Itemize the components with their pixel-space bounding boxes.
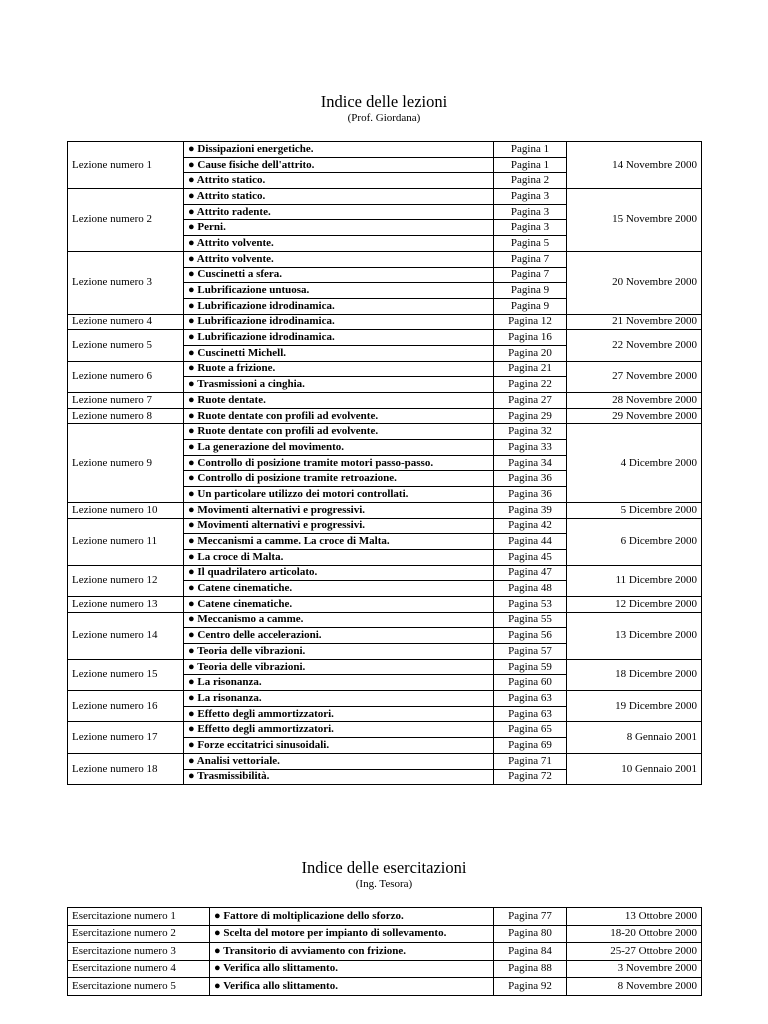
lezione-row — [68, 565, 702, 581]
bullet-icon: ● — [188, 472, 198, 485]
bullet-icon: ● — [188, 597, 198, 610]
argomento-text: Analisi vettoriale. — [196, 754, 280, 767]
argomento-text: Lubrificazione idrodinamica. — [197, 331, 335, 344]
pagina-cell: Pagina 20 — [494, 345, 567, 361]
lezione-row — [68, 596, 702, 612]
argomento-cell — [184, 691, 494, 707]
argomento-text: Controllo di posizione tramite retroazione. — [197, 472, 397, 485]
bullet-icon: ● — [188, 425, 198, 438]
argomento-text: Controllo di posizione tramite motori passo-passo. — [197, 456, 434, 469]
argomento-text: Dissipazioni energetiche. — [197, 142, 314, 155]
lezione-label: Lezione numero 2 — [68, 189, 184, 252]
pagina-cell: Pagina 3 — [494, 204, 567, 220]
lezione-row — [68, 393, 702, 409]
pagina-cell: Pagina 71 — [494, 753, 567, 769]
pagina-cell: Pagina 84 — [494, 943, 567, 961]
esercitazione-row — [68, 908, 702, 926]
lezione-row — [68, 722, 702, 738]
argomento-cell — [184, 596, 494, 612]
esercitazione-label: Esercitazione numero 3 — [68, 943, 210, 961]
argomento-text: Attrito volvente. — [196, 252, 274, 265]
pagina-cell: Pagina 16 — [494, 330, 567, 346]
bullet-icon: ● — [188, 378, 198, 391]
lezione-row — [68, 314, 702, 330]
argomento-text: Forze eccitatrici sinusoidali. — [197, 738, 330, 751]
argomento-cell — [184, 738, 494, 754]
argomento-cell — [184, 706, 494, 722]
lezione-label: Lezione numero 1 — [68, 142, 184, 189]
lezione-label: Lezione numero 17 — [68, 722, 184, 753]
bullet-icon: ● — [188, 362, 198, 375]
argomento-text: Verifica allo slittamento. — [223, 962, 338, 975]
pagina-cell: Pagina 69 — [494, 738, 567, 754]
bullet-icon: ● — [188, 299, 198, 312]
lezione-row — [68, 518, 702, 534]
argomento-cell — [184, 393, 494, 409]
pagina-cell: Pagina 63 — [494, 706, 567, 722]
data-cell: 12 Dicembre 2000 — [567, 596, 702, 612]
pagina-cell: Pagina 32 — [494, 424, 567, 440]
bullet-icon: ● — [188, 331, 198, 344]
argomento-cell — [184, 581, 494, 597]
argomento-text: Fattore di moltiplicazione dello sforzo. — [223, 909, 404, 922]
bullet-icon: ● — [188, 660, 198, 673]
argomento-text: Attrito radente. — [196, 205, 271, 218]
argomento-text: Movimenti alternativi e progressivi. — [197, 519, 366, 532]
pagina-cell: Pagina 7 — [494, 251, 567, 267]
argomento-text: Teoria delle vibrazioni. — [197, 644, 306, 657]
bullet-icon: ● — [214, 944, 224, 957]
argomento-text: Ruote dentate. — [197, 393, 266, 406]
argomento-cell — [184, 455, 494, 471]
bullet-icon: ● — [188, 691, 198, 704]
argomento-text: Lubrificazione idrodinamica. — [197, 299, 335, 312]
pagina-cell: Pagina 36 — [494, 471, 567, 487]
lezione-label: Lezione numero 9 — [68, 424, 184, 502]
bullet-icon: ● — [188, 315, 198, 328]
pagina-cell: Pagina 92 — [494, 978, 567, 996]
bullet-icon: ● — [188, 205, 197, 218]
data-cell: 19 Dicembre 2000 — [567, 691, 702, 722]
bullet-icon: ● — [188, 142, 198, 155]
data-cell: 18-20 Ottobre 2000 — [567, 925, 702, 943]
data-cell: 21 Novembre 2000 — [567, 314, 702, 330]
esercitazione-row — [68, 960, 702, 978]
argomento-text: Cuscinetti Michell. — [197, 346, 287, 359]
argomento-text: Teoria delle vibrazioni. — [197, 660, 306, 673]
argomento-text: Meccanismi a camme. La croce di Malta. — [197, 535, 390, 548]
data-cell: 15 Novembre 2000 — [567, 189, 702, 252]
data-cell: 20 Novembre 2000 — [567, 251, 702, 314]
argomento-text: Transitorio di avviamento con frizione. — [223, 944, 407, 957]
bullet-icon: ● — [188, 236, 197, 249]
argomento-cell — [184, 440, 494, 456]
argomento-cell — [184, 722, 494, 738]
data-cell: 10 Gennaio 2001 — [567, 753, 702, 784]
bullet-icon: ● — [188, 189, 197, 202]
argomento-cell — [184, 189, 494, 205]
data-cell: 3 Novembre 2000 — [567, 960, 702, 978]
argomento-cell — [184, 157, 494, 173]
lezione-row — [68, 502, 702, 518]
pagina-cell: Pagina 45 — [494, 549, 567, 565]
pagina-cell: Pagina 3 — [494, 220, 567, 236]
lezioni-subtitle: (Prof. Giordana) — [347, 112, 421, 124]
pagina-cell: Pagina 3 — [494, 189, 567, 205]
data-cell: 8 Gennaio 2001 — [567, 722, 702, 753]
argomento-text: Meccanismo a camme. — [197, 613, 304, 626]
esercitazione-label: Esercitazione numero 2 — [68, 925, 210, 943]
pagina-cell: Pagina 33 — [494, 440, 567, 456]
argomento-cell — [184, 424, 494, 440]
lezione-row — [68, 189, 702, 205]
argomento-cell — [184, 204, 494, 220]
argomento-cell — [184, 220, 494, 236]
pagina-cell: Pagina 57 — [494, 644, 567, 660]
argomento-cell — [184, 361, 494, 377]
pagina-cell: Pagina 48 — [494, 581, 567, 597]
argomento-text: La croce di Malta. — [197, 550, 284, 563]
argomento-cell — [210, 925, 494, 943]
data-cell: 18 Dicembre 2000 — [567, 659, 702, 690]
argomento-text: La generazione del movimento. — [197, 440, 345, 453]
bullet-icon: ● — [188, 754, 197, 767]
pagina-cell: Pagina 55 — [494, 612, 567, 628]
pagina-cell: Pagina 27 — [494, 393, 567, 409]
pagina-cell: Pagina 77 — [494, 908, 567, 926]
bullet-icon: ● — [214, 927, 224, 940]
bullet-icon: ● — [188, 644, 198, 657]
argomento-text: Un particolare utilizzo dei motori controllati. — [197, 487, 409, 500]
argomento-cell — [210, 908, 494, 926]
argomento-text: Ruote dentate con profili ad evolvente. — [197, 409, 379, 422]
argomento-cell — [210, 960, 494, 978]
lezione-row — [68, 361, 702, 377]
data-cell: 4 Dicembre 2000 — [567, 424, 702, 502]
lezioni-title: Indice delle lezioni — [320, 92, 448, 111]
argomento-text: Perni. — [197, 221, 226, 234]
bullet-icon: ● — [188, 393, 198, 406]
esercitazioni-title: Indice delle esercitazioni — [301, 858, 467, 877]
argomento-cell — [184, 173, 494, 189]
pagina-cell: Pagina 1 — [494, 157, 567, 173]
argomento-cell — [184, 298, 494, 314]
data-cell: 27 Novembre 2000 — [567, 361, 702, 392]
pagina-cell: Pagina 29 — [494, 408, 567, 424]
bullet-icon: ● — [214, 962, 224, 975]
argomento-cell — [184, 518, 494, 534]
argomento-cell — [210, 978, 494, 996]
pagina-cell: Pagina 9 — [494, 283, 567, 299]
lezione-row — [68, 659, 702, 675]
argomento-cell — [184, 408, 494, 424]
argomento-text: La risonanza. — [197, 691, 262, 704]
pagina-cell: Pagina 80 — [494, 925, 567, 943]
argomento-cell — [184, 549, 494, 565]
data-cell: 8 Novembre 2000 — [567, 978, 702, 996]
data-cell: 28 Novembre 2000 — [567, 393, 702, 409]
pagina-cell: Pagina 12 — [494, 314, 567, 330]
lezione-row — [68, 753, 702, 769]
bullet-icon: ● — [214, 909, 224, 922]
bullet-icon: ● — [188, 268, 198, 281]
argomento-cell — [184, 612, 494, 628]
lezione-label: Lezione numero 3 — [68, 251, 184, 314]
pagina-cell: Pagina 36 — [494, 487, 567, 503]
lezione-label: Lezione numero 13 — [68, 596, 184, 612]
pagina-cell: Pagina 63 — [494, 691, 567, 707]
bullet-icon: ● — [188, 284, 198, 297]
argomento-cell — [184, 471, 494, 487]
argomento-text: Trasmissioni a cinghia. — [197, 378, 305, 391]
bullet-icon: ● — [188, 221, 198, 234]
pagina-cell: Pagina 2 — [494, 173, 567, 189]
argomento-cell — [184, 659, 494, 675]
pagina-cell: Pagina 39 — [494, 502, 567, 518]
lezione-label: Lezione numero 7 — [68, 393, 184, 409]
argomento-cell — [184, 267, 494, 283]
bullet-icon: ● — [188, 503, 198, 516]
argomento-cell — [184, 675, 494, 691]
argomento-cell — [184, 345, 494, 361]
bullet-icon: ● — [188, 174, 197, 187]
pagina-cell: Pagina 1 — [494, 142, 567, 158]
argomento-cell — [184, 565, 494, 581]
argomento-text: Catene cinematiche. — [197, 597, 293, 610]
pagina-cell: Pagina 72 — [494, 769, 567, 785]
argomento-cell — [184, 628, 494, 644]
pagina-cell: Pagina 44 — [494, 534, 567, 550]
bullet-icon: ● — [188, 613, 198, 626]
bullet-icon: ● — [188, 566, 198, 579]
argomento-cell — [210, 943, 494, 961]
argomento-text: Effetto degli ammortizzatori. — [197, 723, 334, 736]
bullet-icon: ● — [188, 738, 198, 751]
pagina-cell: Pagina 42 — [494, 518, 567, 534]
lezione-label: Lezione numero 5 — [68, 330, 184, 361]
argomento-text: La risonanza. — [197, 676, 262, 689]
lezione-row — [68, 408, 702, 424]
esercitazione-row — [68, 925, 702, 943]
bullet-icon: ● — [188, 582, 198, 595]
lezione-label: Lezione numero 16 — [68, 691, 184, 722]
argomento-text: Il quadrilatero articolato. — [197, 566, 318, 579]
lezione-row — [68, 142, 702, 158]
lezione-label: Lezione numero 12 — [68, 565, 184, 596]
pagina-cell: Pagina 88 — [494, 960, 567, 978]
data-cell: 22 Novembre 2000 — [567, 330, 702, 361]
argomento-text: Attrito statico. — [196, 189, 266, 202]
pagina-cell: Pagina 7 — [494, 267, 567, 283]
data-cell: 13 Ottobre 2000 — [567, 908, 702, 926]
esercitazione-label: Esercitazione numero 4 — [68, 960, 210, 978]
argomento-cell — [184, 644, 494, 660]
bullet-icon: ● — [214, 979, 224, 992]
pagina-cell: Pagina 22 — [494, 377, 567, 393]
bullet-icon: ● — [188, 629, 198, 642]
argomento-cell — [184, 753, 494, 769]
lezione-label: Lezione numero 18 — [68, 753, 184, 784]
argomento-text: Lubrificazione untuosa. — [197, 284, 310, 297]
argomento-text: Ruote a frizione. — [197, 362, 276, 375]
argomento-cell — [184, 769, 494, 785]
pagina-cell: Pagina 5 — [494, 236, 567, 252]
argomento-text: Verifica allo slittamento. — [223, 979, 338, 992]
argomento-cell — [184, 236, 494, 252]
data-cell: 11 Dicembre 2000 — [567, 565, 702, 596]
argomento-cell — [184, 330, 494, 346]
bullet-icon: ● — [188, 346, 198, 359]
argomento-text: Cause fisiche dell'attrito. — [197, 158, 315, 171]
bullet-icon: ● — [188, 456, 198, 469]
bullet-icon: ● — [188, 519, 198, 532]
lezioni-table — [67, 141, 702, 785]
esercitazione-row — [68, 943, 702, 961]
pagina-cell: Pagina 9 — [494, 298, 567, 314]
argomento-text: Cuscinetti a sfera. — [197, 268, 283, 281]
bullet-icon: ● — [188, 158, 198, 171]
lezione-row — [68, 424, 702, 440]
lezione-row — [68, 612, 702, 628]
lezione-label: Lezione numero 4 — [68, 314, 184, 330]
argomento-cell — [184, 377, 494, 393]
argomento-text: Attrito statico. — [196, 174, 266, 187]
bullet-icon: ● — [188, 707, 198, 720]
data-cell: 13 Dicembre 2000 — [567, 612, 702, 659]
lezione-label: Lezione numero 11 — [68, 518, 184, 565]
data-cell: 25-27 Ottobre 2000 — [567, 943, 702, 961]
argomento-text: Effetto degli ammortizzatori. — [197, 707, 334, 720]
lezione-row — [68, 691, 702, 707]
pagina-cell: Pagina 47 — [494, 565, 567, 581]
pagina-cell: Pagina 53 — [494, 596, 567, 612]
argomento-text: Centro delle accelerazioni. — [197, 629, 322, 642]
bullet-icon: ● — [188, 770, 198, 783]
pagina-cell: Pagina 21 — [494, 361, 567, 377]
argomento-text: Movimenti alternativi e progressivi. — [197, 503, 366, 516]
lezione-label: Lezione numero 10 — [68, 502, 184, 518]
argomento-cell — [184, 251, 494, 267]
argomento-cell — [184, 283, 494, 299]
argomento-cell — [184, 502, 494, 518]
argomento-text: Attrito volvente. — [196, 236, 274, 249]
lezione-row — [68, 330, 702, 346]
lezione-label: Lezione numero 15 — [68, 659, 184, 690]
bullet-icon: ● — [188, 676, 198, 689]
bullet-icon: ● — [188, 409, 198, 422]
argomento-text: Trasmissibilità. — [197, 770, 270, 783]
data-cell: 14 Novembre 2000 — [567, 142, 702, 189]
data-cell: 5 Dicembre 2000 — [567, 502, 702, 518]
lezione-label: Lezione numero 6 — [68, 361, 184, 392]
argomento-cell — [184, 142, 494, 158]
bullet-icon: ● — [188, 535, 198, 548]
pagina-cell: Pagina 56 — [494, 628, 567, 644]
pagina-cell: Pagina 60 — [494, 675, 567, 691]
lezione-label: Lezione numero 14 — [68, 612, 184, 659]
argomento-cell — [184, 487, 494, 503]
esercitazioni-table — [67, 907, 702, 996]
pagina-cell: Pagina 34 — [494, 455, 567, 471]
pagina-cell: Pagina 65 — [494, 722, 567, 738]
data-cell: 6 Dicembre 2000 — [567, 518, 702, 565]
bullet-icon: ● — [188, 440, 198, 453]
lezione-label: Lezione numero 8 — [68, 408, 184, 424]
esercitazione-row — [68, 978, 702, 996]
data-cell: 29 Novembre 2000 — [567, 408, 702, 424]
argomento-text: Scelta del motore per impianto di sollevamento. — [223, 927, 447, 940]
argomento-text: Ruote dentate con profili ad evolvente. — [197, 425, 379, 438]
argomento-cell — [184, 314, 494, 330]
bullet-icon: ● — [188, 550, 198, 563]
argomento-text: Catene cinematiche. — [197, 582, 293, 595]
bullet-icon: ● — [188, 487, 198, 500]
esercitazione-label: Esercitazione numero 5 — [68, 978, 210, 996]
argomento-cell — [184, 534, 494, 550]
esercitazioni-subtitle: (Ing. Tesora) — [355, 878, 413, 890]
bullet-icon: ● — [188, 252, 197, 265]
pagina-cell: Pagina 59 — [494, 659, 567, 675]
bullet-icon: ● — [188, 723, 198, 736]
lezione-row — [68, 251, 702, 267]
argomento-text: Lubrificazione idrodinamica. — [197, 315, 335, 328]
esercitazione-label: Esercitazione numero 1 — [68, 908, 210, 926]
